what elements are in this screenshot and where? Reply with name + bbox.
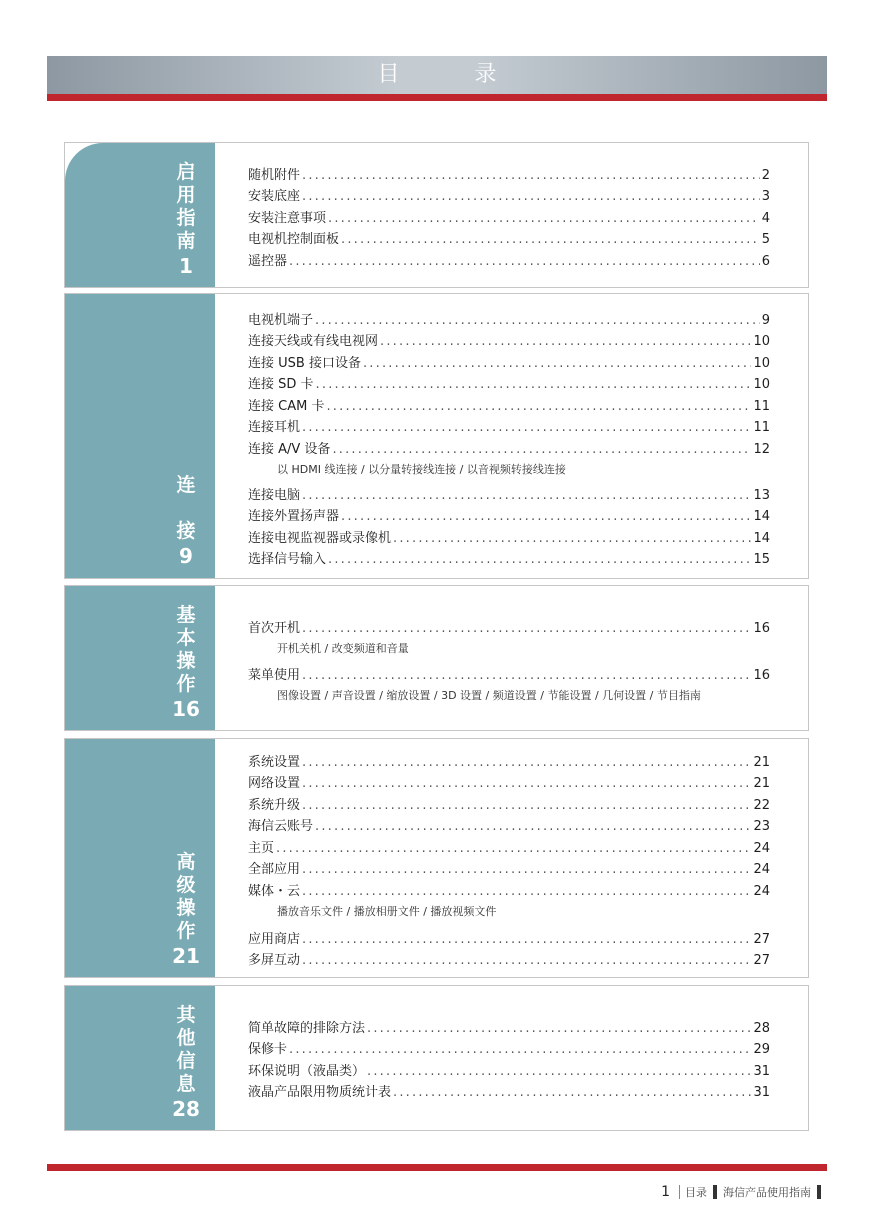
toc-entry[interactable]: 简单故障的排除方法 ..... 28 (248, 1017, 770, 1037)
toc-entry[interactable]: 系统设置 ..... 21 (248, 751, 770, 771)
toc-entry[interactable]: 海信云账号 ..... 23 (248, 815, 770, 835)
toc-entry[interactable]: 系统升级 ..... 22 (248, 794, 770, 814)
toc-entry[interactable]: 连接天线或有线电视网 ..... 10 (248, 330, 770, 350)
toc-entry[interactable]: 连接 SD 卡 ..... 10 (248, 373, 770, 393)
toc-entry[interactable]: 连接电脑 ..... 13 (248, 484, 770, 504)
footer-marker (713, 1185, 717, 1199)
section-start-page: 21 (172, 944, 200, 968)
toc-section-connection (64, 293, 809, 579)
toc-entry[interactable]: 连接 USB 接口设备 ..... 10 (248, 352, 770, 372)
toc-entry[interactable]: 液晶产品限用物质统计表 ..... 31 (248, 1081, 770, 1101)
page-title: 目 录 (377, 62, 531, 87)
toc-entry[interactable]: 全部应用 ..... 24 (248, 858, 770, 878)
toc-entry[interactable]: 安装注意事项 ..... 4 (248, 207, 770, 227)
toc-entry[interactable]: 连接耳机 ..... 11 (248, 416, 770, 436)
section-start-page: 9 (179, 544, 193, 568)
toc-entry[interactable]: 应用商店 ..... 27 (248, 928, 770, 948)
section-tab-label: 连 接 9 (171, 474, 201, 568)
toc-entry[interactable]: 遥控器 ..... 6 (248, 250, 770, 270)
section-tab (65, 294, 215, 578)
toc-subtopics: 以 HDMI 线连接 / 以分量转接线连接 / 以音视频转接线连接 (277, 463, 566, 476)
toc-entry[interactable]: 主页 ..... 24 (248, 837, 770, 857)
section-tab (65, 143, 215, 287)
toc-entry[interactable]: 安装底座 ..... 3 (248, 185, 770, 205)
toc-entry[interactable]: 随机附件 ..... 2 (248, 164, 770, 184)
section-tab-label: 其 他 信 息 28 (172, 1004, 200, 1121)
footer-section-label: 目录 (685, 1186, 707, 1199)
section-start-page: 1 (179, 254, 193, 278)
section-start-page: 28 (172, 1097, 200, 1121)
page-header (47, 56, 827, 94)
section-start-page: 16 (172, 697, 200, 721)
toc-section-other-information (64, 985, 809, 1131)
toc-section-advanced-operation (64, 738, 809, 978)
section-tab-label: 高 级 操 作 21 (172, 851, 200, 968)
toc-entry[interactable]: 连接 A/V 设备 ..... 12 (248, 438, 770, 458)
footer-doc-title: 海信产品使用指南 (723, 1186, 811, 1199)
toc-section-getting-started (64, 142, 809, 288)
toc-entry[interactable]: 电视机控制面板 ..... 5 (248, 228, 770, 248)
toc-entry[interactable]: 电视机端子 ..... 9 (248, 309, 770, 329)
toc-entry[interactable]: 保修卡 ..... 29 (248, 1038, 770, 1058)
toc-subtopics: 开机关机 / 改变频道和音量 (277, 642, 409, 655)
toc-entry[interactable]: 连接电视监视器或录像机 ..... 14 (248, 527, 770, 547)
page-footer (661, 1184, 827, 1200)
section-tab-label: 基 本 操 作 16 (172, 604, 200, 721)
section-tab-label: 启 用 指 南 1 (171, 161, 201, 278)
page-number: 1 (661, 1184, 670, 1200)
toc-entry[interactable]: 选择信号输入 ..... 15 (248, 548, 770, 568)
toc-subtopics: 播放音乐文件 / 播放相册文件 / 播放视频文件 (277, 905, 497, 918)
toc-entry[interactable]: 环保说明（液晶类） ..... 31 (248, 1060, 770, 1080)
toc-section-basic-operation (64, 585, 809, 731)
toc-entry[interactable]: 首次开机 ..... 16 (248, 617, 770, 637)
toc-entry[interactable]: 连接外置扬声器 ..... 14 (248, 505, 770, 525)
toc-entry[interactable]: 连接 CAM 卡 ..... 11 (248, 395, 770, 415)
toc-subtopics: 图像设置 / 声音设置 / 缩放设置 / 3D 设置 / 频道设置 / 节能设置 / 几何设置 / 节目指南 (277, 689, 701, 702)
section-tab (65, 586, 215, 730)
header-accent-bar (47, 94, 827, 101)
section-tab (65, 986, 215, 1130)
footer-accent-bar (47, 1164, 827, 1171)
footer-marker (817, 1185, 821, 1199)
toc-entry[interactable]: 菜单使用 ..... 16 (248, 664, 770, 684)
footer-divider (679, 1185, 680, 1199)
toc-entry[interactable]: 多屏互动 ..... 27 (248, 949, 770, 969)
section-tab (65, 739, 215, 977)
toc-entry[interactable]: 网络设置 ..... 21 (248, 772, 770, 792)
toc-entry[interactable]: 媒体・云 ..... 24 (248, 880, 770, 900)
